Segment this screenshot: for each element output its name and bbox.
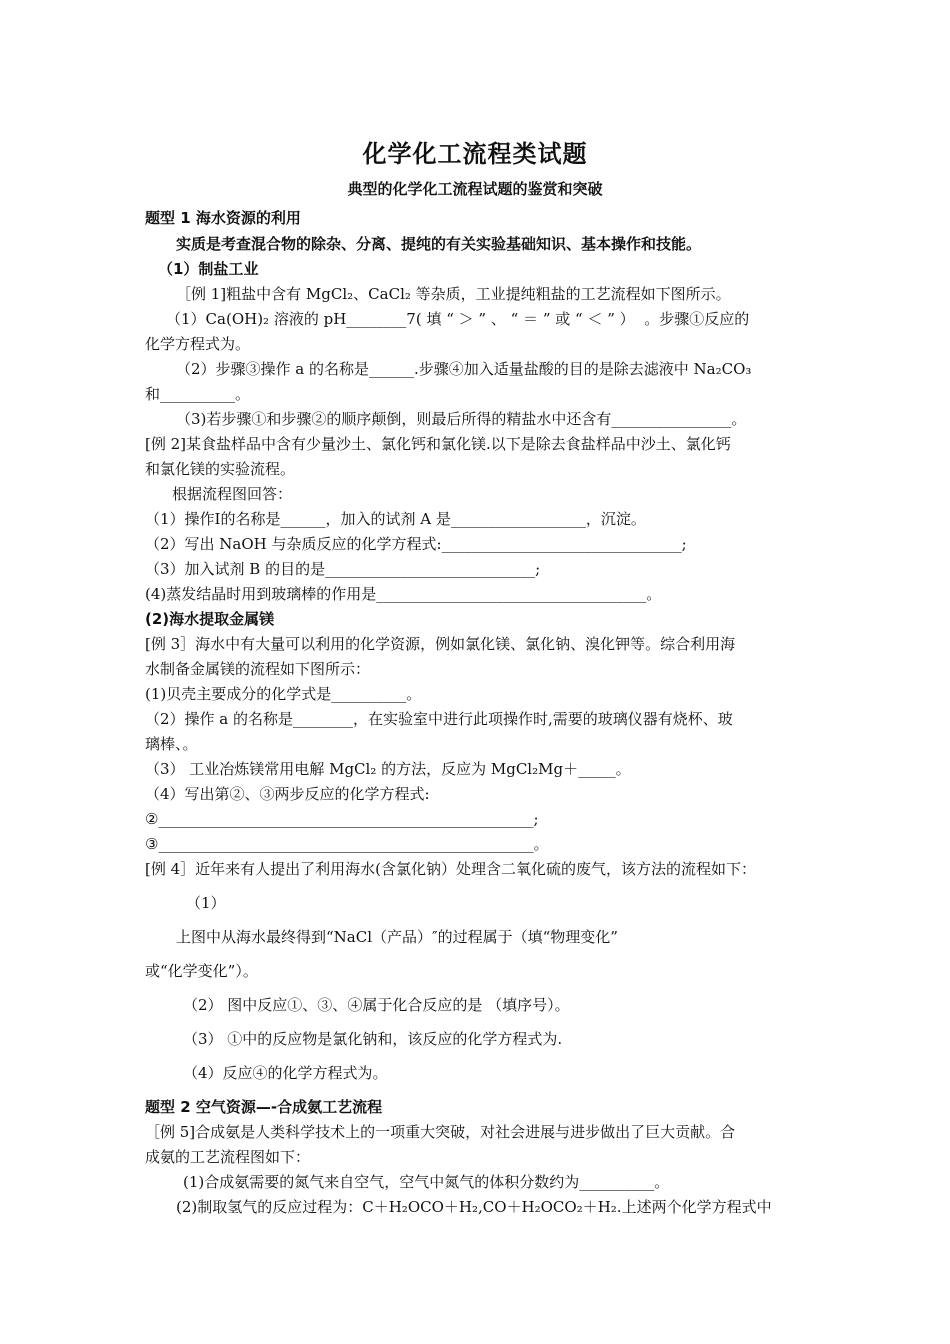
question-line: （2） 图中反应①、③、④属于化合反应的是 （填序号）。 [183,996,570,1014]
question-line: （1）操作Ⅰ的名称是______，加入的试剂 A 是__________________，沉淀。 [145,510,646,528]
section-heading-seawater: 题型 1 海水资源的利用 [145,209,301,227]
question-line: 和__________。 [145,385,251,403]
question-line: (1)合成氨需要的氮气来自空气，空气中氮气的体积分数约为__________。 [183,1173,670,1191]
example-5-text: ［例 5]合成氨是人类科学技术上的一项重大突破，对社会进展与进步做出了巨大贡献。合 [145,1123,736,1141]
subsection-heading-magnesium: (2)海水提取金属镁 [145,610,275,628]
question-line: 上图中从海水最终得到“NaCl（产品）″的过程属于（填“物理变化” [176,928,618,946]
question-line: (2)制取氢气的反应过程为：C＋H₂OCO＋H₂,CO＋H₂OCO₂＋H₂.上述两个化学方程式中 [176,1198,772,1216]
question-line: （3） ①中的反应物是氯化钠和，该反应的化学方程式为. [183,1030,563,1048]
section-intro: 实质是考查混合物的除杂、分离、提纯的有关实验基础知识、基本操作和技能。 [176,235,702,253]
subsection-heading-salt: （1）制盐工业 [158,260,259,278]
question-line: （3)若步骤①和步骤②的顺序颠倒，则最后所得的精盐水中还含有________________。 [176,410,747,428]
question-line: （2）步骤③操作 a 的名称是______.步骤④加入适量盐酸的目的是除去滤液中 Na₂CO₃ [176,360,752,378]
page-subtitle: 典型的化学化工流程试题的鉴赏和突破 [347,180,603,198]
answer-blank-line: ②__________________________________________________; [145,810,539,828]
example-3-text: [例 3］海水中有大量可以利用的化学资源，例如氯化镁、氯化钠、溴化钾等。综合利用海 [145,635,736,653]
question-line: 璃棒、。 [145,735,198,753]
page-title: 化学化工流程类试题 [362,140,588,168]
example-2-text: 和氯化镁的实验流程。 [145,460,296,478]
section-heading-ammonia: 题型 2 空气资源—-合成氨工艺流程 [145,1098,383,1116]
answer-blank-line: ③__________________________________________________。 [145,835,549,853]
question-line: （1） [186,894,226,912]
question-line: (4)蒸发结晶时用到玻璃棒的作用是____________________________________。 [145,585,662,603]
question-line: （4）写出第②、③两步反应的化学方程式: [145,785,430,803]
question-line: 化学方程式为。 [145,335,251,353]
question-line: （4）反应④的化学方程式为。 [183,1064,388,1082]
question-line: 根据流程图回答： [172,485,293,503]
question-line: 或“化学变化”）。 [145,962,258,980]
example-2-text: [例 2]某食盐样品中含有少量沙土、氯化钙和氯化镁.以下是除去食盐样品中沙土、氯化钙 [145,435,731,453]
example-5-text: 成氨的工艺流程图如下： [145,1148,311,1166]
question-line: (1)贝壳主要成分的化学式是__________。 [145,685,422,703]
question-line: （3） 工业冶炼镁常用电解 MgCl₂ 的方法，反应为 MgCl₂Mg＋_____。 [145,760,631,778]
question-line: （2）写出 NaOH 与杂质反应的化学方程式:________________________________; [145,535,687,553]
example-4-text: [例 4］近年来有人提出了利用海水(含氯化钠）处理含二氧化硫的废气，该方法的流程如下： [145,860,757,878]
example-1-text: ［例 1]粗盐中含有 MgCl₂、CaCl₂ 等杂质，工业提纯粗盐的工艺流程如下图所示。 [176,285,731,303]
question-line: （3）加入试剂 B 的目的是____________________________; [145,560,541,578]
question-line: （1）Ca(OH)₂ 溶液的 pH________7( 填 “ ＞ ” 、 “ ＝ ” 或 “ ＜ ” ） 。步骤①反应的 [166,310,750,328]
question-line: （2）操作 a 的名称是________，在实验室中进行此项操作时,需要的玻璃仪器有烧杯、玻 [145,710,733,728]
example-3-text: 水制备金属镁的流程如下图所示： [145,660,371,678]
